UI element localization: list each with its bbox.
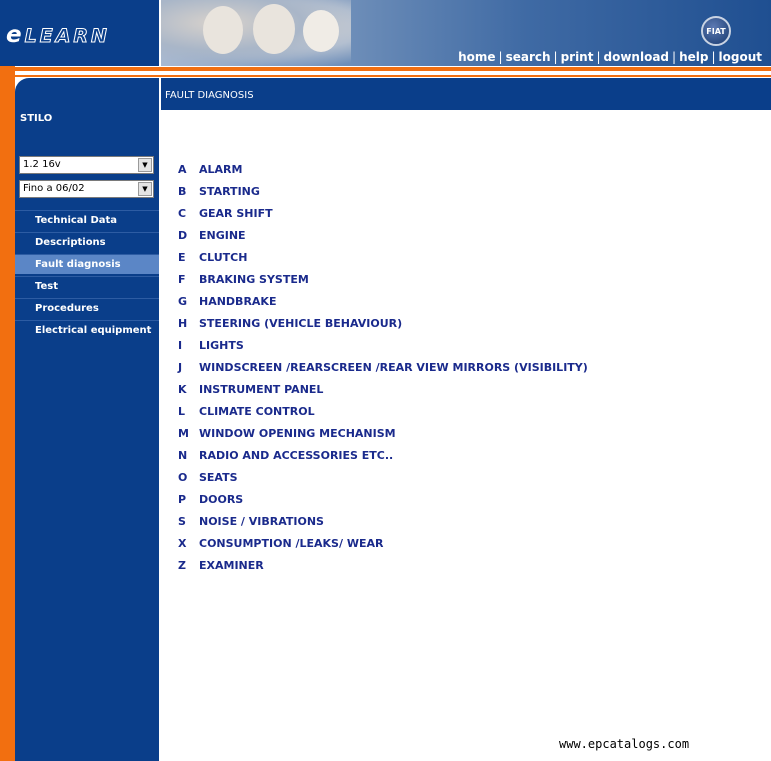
section-link[interactable] [178,251,588,273]
nav-separator: | [553,50,558,64]
nav-separator: | [711,50,716,64]
sidebar-item-test[interactable]: Test [15,276,159,296]
date-select-value: Fino a 06/02 [23,183,85,194]
section-link[interactable] [178,427,588,449]
section-link[interactable] [178,317,588,339]
section-link[interactable] [178,449,588,471]
section-label: WINDSCREEN /REARSCREEN /REAR VIEW MIRRORS (VISIBILITY) [199,361,588,374]
fault-section-list [178,163,588,581]
section-label: STEERING (VEHICLE BEHAVIOUR) [199,317,403,330]
top-nav [458,50,762,64]
section-letter: M [178,427,189,440]
section-link[interactable] [178,339,588,361]
section-letter: C [178,207,187,220]
section-letter: D [178,229,188,242]
title-bar [161,78,771,110]
engine-select-value: 1.2 16v [23,159,61,170]
engine-select[interactable] [19,156,154,174]
section-link[interactable] [178,405,588,427]
header-banner [161,0,771,66]
section-link[interactable] [178,559,588,581]
section-letter: I [178,339,183,352]
section-label: CONSUMPTION /LEAKS/ WEAR [199,537,384,550]
sidebar-item-electrical-equipment[interactable]: Electrical equipment [15,320,159,340]
section-link[interactable] [178,383,588,405]
section-letter: B [178,185,187,198]
section-link[interactable] [178,185,588,207]
section-label: STARTING [199,185,260,198]
section-letter: F [178,273,186,286]
section-label: SEATS [199,471,238,484]
section-label: WINDOW OPENING MECHANISM [199,427,396,440]
section-link[interactable] [178,273,588,295]
section-letter: A [178,163,187,176]
section-label: CLUTCH [199,251,248,264]
nav-search[interactable]: search [505,50,551,64]
chevron-down-icon[interactable]: ▼ [138,182,152,196]
section-label: CLIMATE CONTROL [199,405,315,418]
sidebar-item-fault-diagnosis[interactable]: Fault diagnosis [15,254,159,274]
section-letter: E [178,251,186,264]
face-image [303,10,339,52]
nav-separator: | [498,50,503,64]
section-letter: H [178,317,188,330]
section-link[interactable] [178,537,588,559]
sidebar-item-technical-data[interactable]: Technical Data [15,210,159,230]
nav-home[interactable]: home [458,50,496,64]
section-label: LIGHTS [199,339,244,352]
nav-logout[interactable]: logout [718,50,762,64]
chevron-down-icon[interactable]: ▼ [138,158,152,172]
header-photo [161,0,351,66]
section-label: ALARM [199,163,243,176]
section-link[interactable] [178,493,588,515]
section-label: BRAKING SYSTEM [199,273,309,286]
section-letter: P [178,493,187,506]
section-label: NOISE / VIBRATIONS [199,515,324,528]
sidebar-header [15,78,159,110]
face-image [203,6,243,54]
sidebar-item-procedures[interactable]: Procedures [15,298,159,318]
section-letter: N [178,449,188,462]
section-letter: S [178,515,186,528]
nav-separator: | [672,50,677,64]
nav-download[interactable]: download [603,50,670,64]
left-orange-stripe [0,0,15,761]
section-label: GEAR SHIFT [199,207,273,220]
nav-separator: | [596,50,601,64]
section-letter: J [178,361,183,374]
section-link[interactable] [178,207,588,229]
sidebar [15,110,159,761]
logo-area [0,0,159,66]
sidebar-menu [15,210,159,342]
nav-help[interactable]: help [679,50,709,64]
nav-print[interactable]: print [560,50,594,64]
section-letter: X [178,537,187,550]
orange-divider [0,67,771,71]
section-letter: Z [178,559,186,572]
section-label: INSTRUMENT PANEL [199,383,324,396]
section-letter: L [178,405,186,418]
fiat-logo: FIAT [701,16,731,46]
section-letter: O [178,471,188,484]
sidebar-item-descriptions[interactable]: Descriptions [15,232,159,252]
elearn-logo: eLEARN [6,22,110,48]
section-link[interactable] [178,471,588,493]
section-label: HANDBRAKE [199,295,277,308]
section-link[interactable] [178,229,588,251]
date-select[interactable] [19,180,154,198]
section-label: EXAMINER [199,559,264,572]
model-name: STILO [20,113,53,124]
section-link[interactable] [178,361,588,383]
section-link[interactable] [178,295,588,317]
orange-divider-thin [0,75,771,77]
section-link[interactable] [178,515,588,537]
section-letter: K [178,383,187,396]
section-label: ENGINE [199,229,246,242]
section-label: DOORS [199,493,244,506]
face-image [253,4,295,54]
page-title: FAULT DIAGNOSIS [165,90,254,101]
section-link[interactable] [178,163,588,185]
watermark-url: www.epcatalogs.com [559,737,690,751]
section-label: RADIO AND ACCESSORIES ETC.. [199,449,394,462]
section-letter: G [178,295,188,308]
